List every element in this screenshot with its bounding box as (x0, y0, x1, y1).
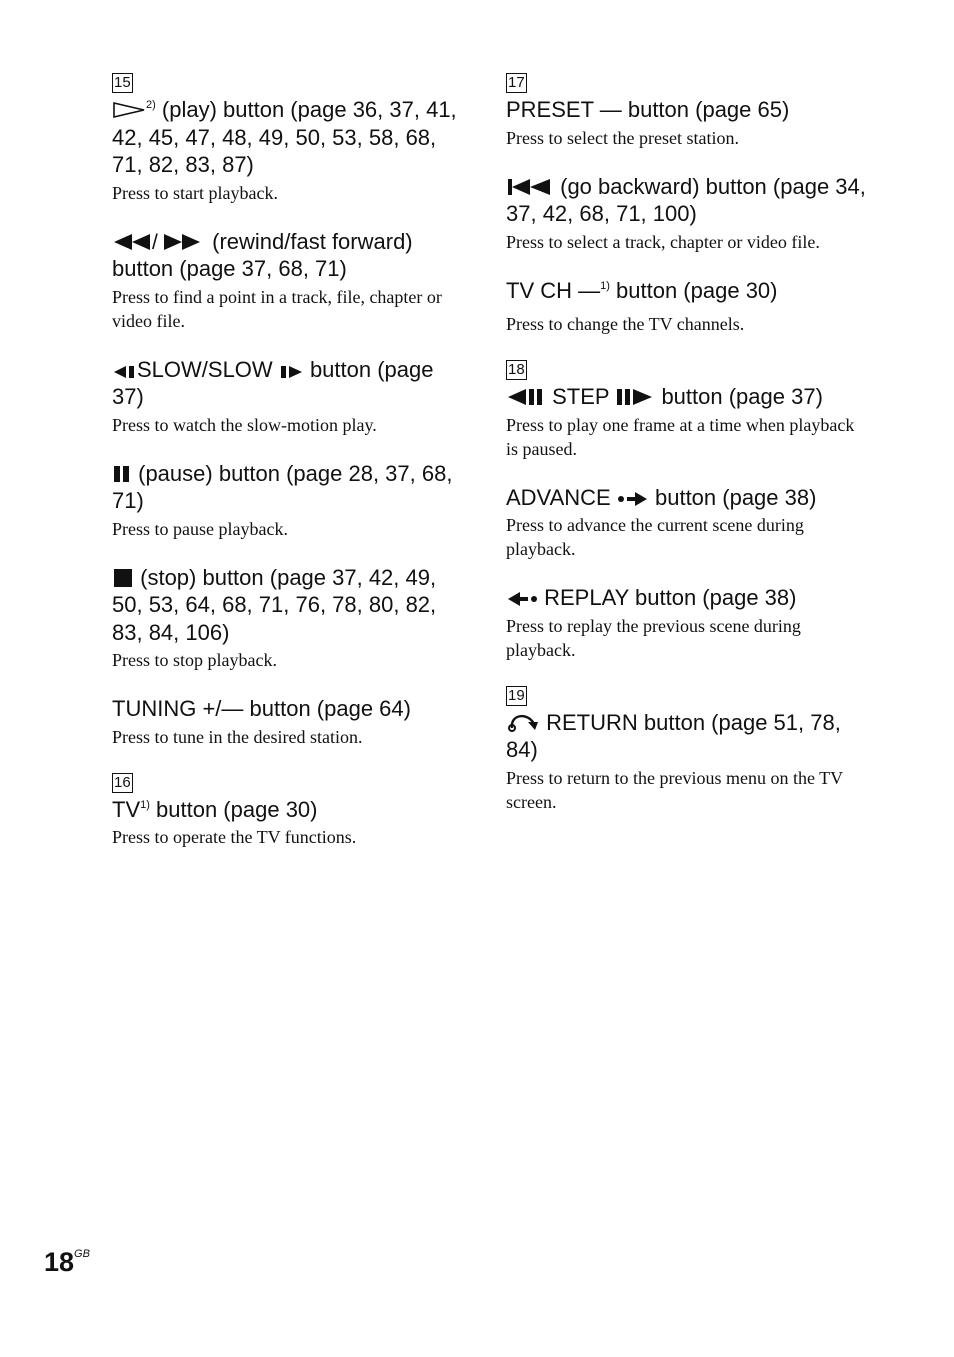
pause-icon (112, 465, 132, 483)
preset-heading: PRESET — button (page 65) (506, 97, 790, 122)
tv-ch-description: Press to change the TV channels. (506, 314, 745, 334)
play-outline-icon (112, 101, 146, 119)
tuning-heading: TUNING +/— button (page 64) (112, 696, 411, 721)
left-column (112, 72, 462, 872)
rewind-ff-entry (112, 228, 462, 333)
play-heading: $^{2)}$ (play) button (page 36, 37, 41, 42, 45, 47, 48, 49, 50, 53, 58, 68, 71, 82, 83, 87) (112, 97, 457, 177)
tv-ch-heading: TV CH —$^{1)}$ button (page 30) (506, 277, 778, 303)
step-heading: STEP button (page 37) (506, 383, 866, 411)
section-15 (112, 72, 462, 749)
replay-arrow-icon (506, 591, 538, 607)
section-number: 16 (114, 773, 131, 791)
advance-arrow-icon (617, 491, 649, 507)
section-number: 15 (114, 74, 131, 91)
section-18 (506, 359, 866, 662)
stop-description: Press to stop playback. (112, 650, 277, 670)
section-number: 19 (508, 686, 525, 704)
replay-heading: REPLAY button (page 38) (506, 584, 866, 612)
stop-heading: (stop) button (page 37, 42, 49, 50, 53, 64, 68, 71, 76, 78, 80, 82, 83, 84, 106) (112, 564, 437, 645)
tv-ch-entry (506, 277, 866, 337)
rewind-ff-description: Press to find a point in a track, file, chapter or video file. (112, 286, 442, 331)
preset-description: Press to select the preset station. (506, 127, 739, 148)
slow-forward-icon (279, 363, 304, 379)
pause-description: Press to pause playback. (112, 518, 288, 539)
section-number: 17 (508, 74, 525, 91)
section-19 (506, 685, 866, 814)
go-backward-icon (506, 178, 554, 196)
tv-heading: TV$^{1)}$ button (page 30) (112, 796, 318, 822)
advance-heading: ADVANCE button (page 38) (506, 484, 817, 510)
replay-entry (506, 584, 866, 662)
advance-entry (506, 484, 866, 562)
play-entry (112, 96, 462, 205)
step-forward-icon (615, 388, 655, 406)
go-backward-entry (506, 173, 866, 254)
right-column (506, 72, 866, 837)
step-back-icon (506, 388, 546, 406)
return-icon (506, 710, 540, 732)
stop-icon (112, 569, 134, 587)
slow-entry (112, 356, 462, 437)
rewind-ff-heading: / (rewind/fast forward) button (page 37, 68, 71) (112, 228, 413, 281)
section-17 (506, 72, 866, 336)
go-backward-description: Press to select a track, chapter or video file. (506, 231, 820, 252)
stop-entry (112, 564, 462, 673)
svg-text:/: / (152, 232, 158, 251)
go-backward-heading: (go backward) button (page 34, 37, 42, 68, 71, 100) (506, 173, 866, 226)
return-heading: RETURN button (page 51, 78, 84) (506, 709, 841, 762)
step-description: Press to play one frame at a time when playback is paused. (506, 414, 855, 459)
replay-description: Press to replay the previous scene during playback. (506, 615, 801, 660)
rewind-fast-forward-icon (112, 233, 206, 251)
section-number: 18 (508, 361, 525, 378)
slow-heading: SLOW/SLOW button (page 37) (112, 356, 434, 409)
pause-heading: (pause) button (page 28, 37, 68, 71) (112, 460, 453, 513)
pause-entry (112, 460, 462, 541)
preset-entry (506, 96, 866, 150)
section-16 (112, 772, 462, 850)
return-description: Press to return to the previous menu on the TV screen. (506, 767, 843, 812)
play-description: Press to start playback. (112, 182, 278, 203)
tuning-description: Press to tune in the desired station. (112, 726, 363, 747)
advance-description: Press to advance the current scene during playback. (506, 515, 804, 559)
tv-entry (112, 796, 462, 850)
slow-description: Press to watch the slow-motion play. (112, 414, 377, 435)
tuning-entry (112, 695, 462, 749)
slow-reverse-icon (112, 363, 137, 379)
tv-description: Press to operate the TV functions. (112, 827, 357, 847)
step-entry (506, 383, 866, 461)
page-number: $18^{GB}$ (44, 1247, 90, 1277)
return-entry (506, 709, 866, 814)
